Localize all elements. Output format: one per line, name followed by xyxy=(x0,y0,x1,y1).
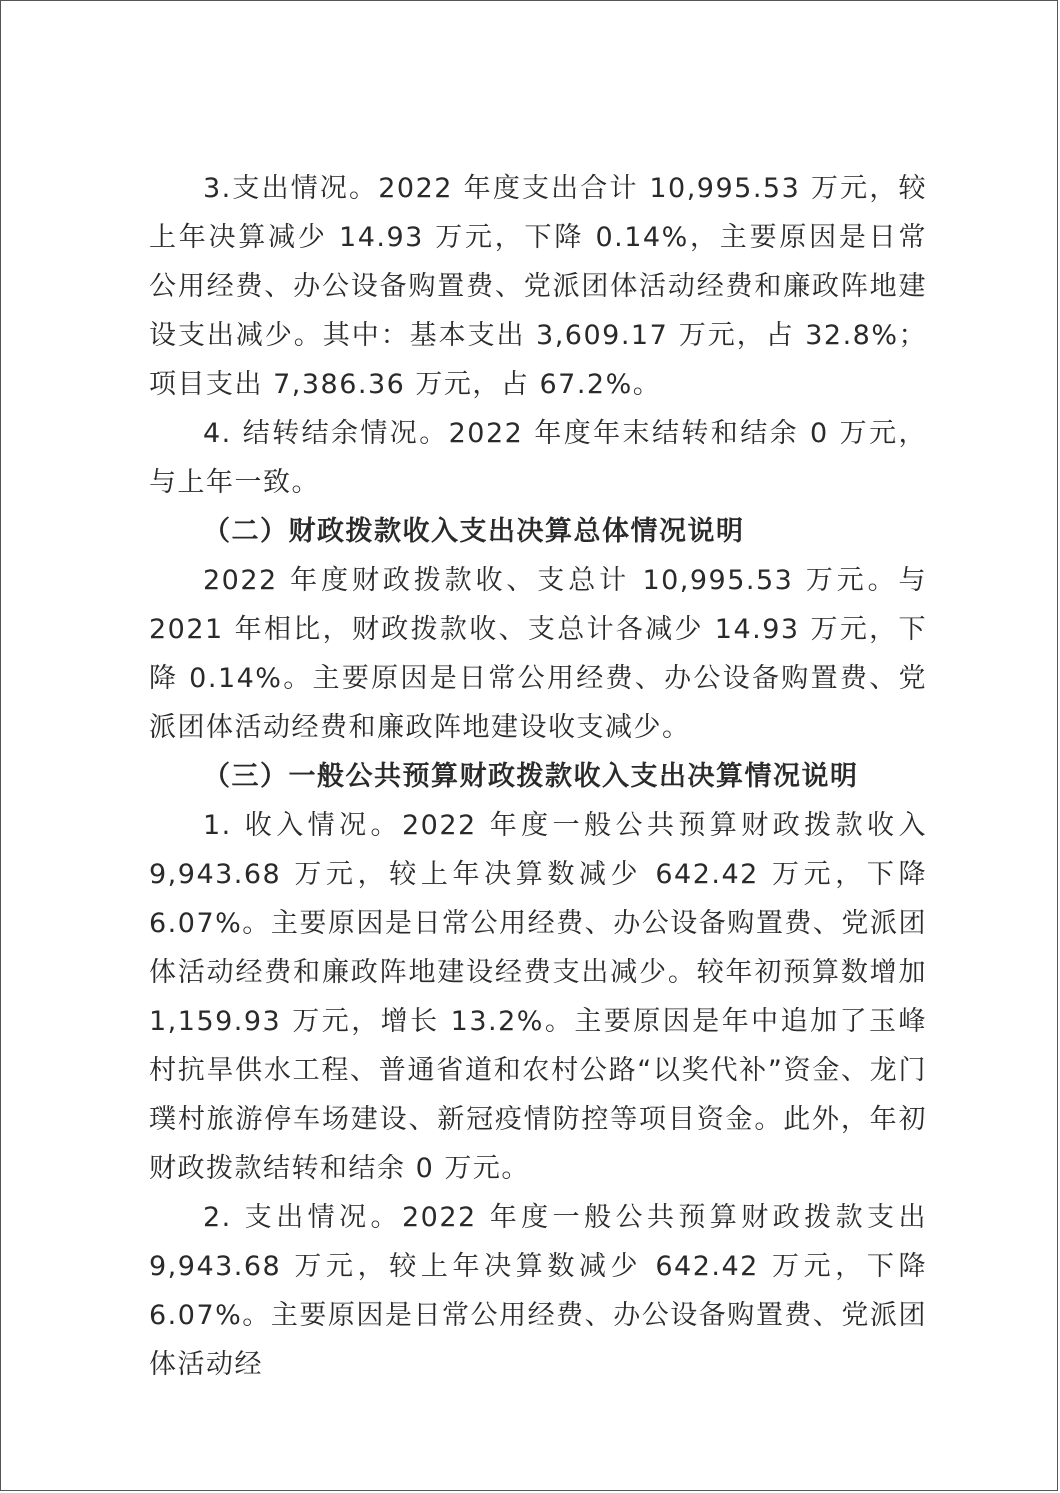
paragraph-income: 1. 收入情况。2022 年度一般公共预算财政拨款收入 9,943.68 万元，较上年决算数减少 642.42 万元，下降 6.07%。主要原因是日常公用经费、办公设备购置费、党派团体活动经费和廉政阵地建设经费支出减少。较年初预算数增加 1,159.93 万元，增长 13.2%。主要原因是年中追加了玉峰村抗旱供水工程、普通省道和农村公路“以奖代补”资金、龙门璞村旅游停车场建设、新冠疫情防控等项目资金。此外，年初财政拨款结转和结余 0 万元。 xyxy=(149,810,927,1184)
paragraph-fiscal-total: 2022 年度财政拨款收、支总计 10,995.53 万元。与 2021 年相比，财政拨款收、支总计各减少 14.93 万元，下降 0.14%。主要原因是日常公用经费、办公设备购置费、党派团体活动经费和廉政阵地建设收支减少。 xyxy=(149,565,927,743)
paragraph-carryover: 4. 结转结余情况。2022 年度年末结转和结余 0 万元，与上年一致。 xyxy=(149,418,927,498)
paragraph-general-expenditure: 2. 支出情况。2022 年度一般公共预算财政拨款支出 9,943.68 万元，较上年决算数减少 642.42 万元，下降 6.07%。主要原因是日常公用经费、办公设备购置费、党派团体活动经 xyxy=(149,1202,927,1380)
document-body xyxy=(149,164,927,1389)
section-heading-3: （三）一般公共预算财政拨款收入支出决算情况说明 xyxy=(203,761,859,792)
paragraph-expenditure: 3.支出情况。2022 年度支出合计 10,995.53 万元，较上年决算减少 14.93 万元，下降 0.14%，主要原因是日常公用经费、办公设备购置费、党派团体活动经费和廉政阵地建设支出减少。其中：基本支出 3,609.17 万元，占 32.8%；项目支出 7,386.36 万元，占 67.2%。 xyxy=(149,173,927,400)
section-heading-2: （二）财政拨款收入支出决算总体情况说明 xyxy=(203,516,745,547)
